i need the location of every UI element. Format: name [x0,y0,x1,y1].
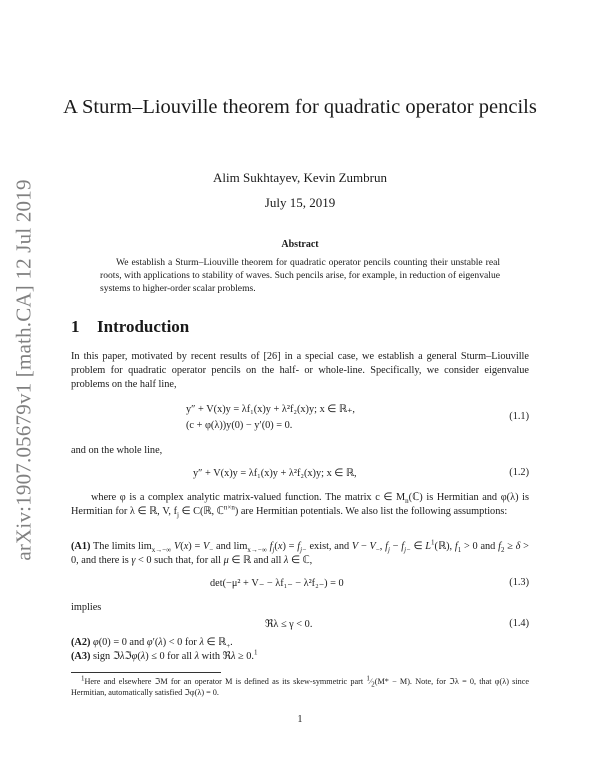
equation-1-4: ℜλ ≤ γ < 0. [265,619,313,630]
paragraph-intro: In this paper, motivated by recent results of [26] in a special case, we establish a general Sturm–Liouville problem for quadratic operator pencils on the half- or whole-line. Specifically, we consider eigenvalue problems on the half line, [71,351,529,390]
section-title: Introduction [97,317,190,336]
abstract-heading: Abstract [281,239,319,250]
arxiv-id-text: arXiv:1907.05679v1 [math.CA] 12 Jul 2019 [11,179,36,561]
assumption-a1: (A1) The limits $\lim_{x\to-\infty} V(x) = V_-$ and $\lim_{x\to-\infty} f_j(x) = f_{j-}$ exist, and $V - V_-$, $f_j - f_{j-}$ ∈ $L^1(ℝ)$, $f_1 > 0$ and $f_2 \ge \delta > 0$, and there is γ < 0 such that, for all μ ∈ ℝ and all λ ∈ ℂ, [71,538,529,566]
equation-1-1-line1: y″ + V(x)y = λf₁(x)y + λ²f₂(x)y; x ∈ ℝ₊, [186,404,355,415]
abstract-text: We establish a Sturm–Liouville theorem for quadratic operator pencils counting their unstable real roots, with applications to stability of waves. Such pencils arise, for example, in reduction of eigenvalue systems to higher-order scalar problems. [100,257,500,294]
section-number: 1 [71,317,80,336]
date: July 15, 2019 [264,195,336,210]
paper-title: A Sturm–Liouville theorem for quadratic operator pencils [63,96,537,118]
arxiv-identifier-sidebar [4,150,44,590]
footnote: $^1$Here and elsewhere ℑM for an operator M is defined as its skew-symmetric part $^1⁄_2(M* - M)$. Note, for ℑλ = 0, that φ(λ) since Hermitian, automatically satisfied ℑφ(λ) = 0. [71,674,529,697]
equation-number-1-3: (1.3) [509,577,529,588]
section-heading [71,317,189,337]
equation-number-1-1: (1.1) [509,411,529,422]
footnote-rule [71,672,221,673]
authors: Alim Sukhtayev, Kevin Zumbrun [213,170,387,185]
assumption-a3: (A3) sign ℑλℑφ(λ) ≤ 0 for all λ with ℜλ ≥ 0.$^1$ [71,648,258,662]
equation-1-3: det(−μ² + V₋ − λf₁₋ − λ²f₂₋) = 0 [210,578,344,589]
paragraph-whole-line: and on the whole line, [71,445,163,456]
implies-text: implies [71,602,102,613]
page-number: 1 [297,714,303,725]
equation-1-1-line2: (c + φ(λ))y(0) − y′(0) = 0. [186,420,293,431]
assumption-a2: (A2) φ(0) = 0 and φ′(λ) < 0 for λ ∈ ℝ$_+$. [71,637,233,651]
equation-number-1-2: (1.2) [509,467,529,478]
paragraph-phi: where φ is a complex analytic matrix-valued function. The matrix c ∈ $M_n(ℂ)$ is Hermitian and φ(λ) is Hermitian for λ ∈ ℝ, V, $f_j$ ∈ C(ℝ, ℂ$^{n\times n}$) are Hermitian potentials. We also list the following assumptions: [71,492,530,520]
equation-1-2: y″ + V(x)y = λf₁(x)y + λ²f₂(x)y; x ∈ ℝ, [193,468,357,479]
equation-number-1-4: (1.4) [509,618,529,629]
